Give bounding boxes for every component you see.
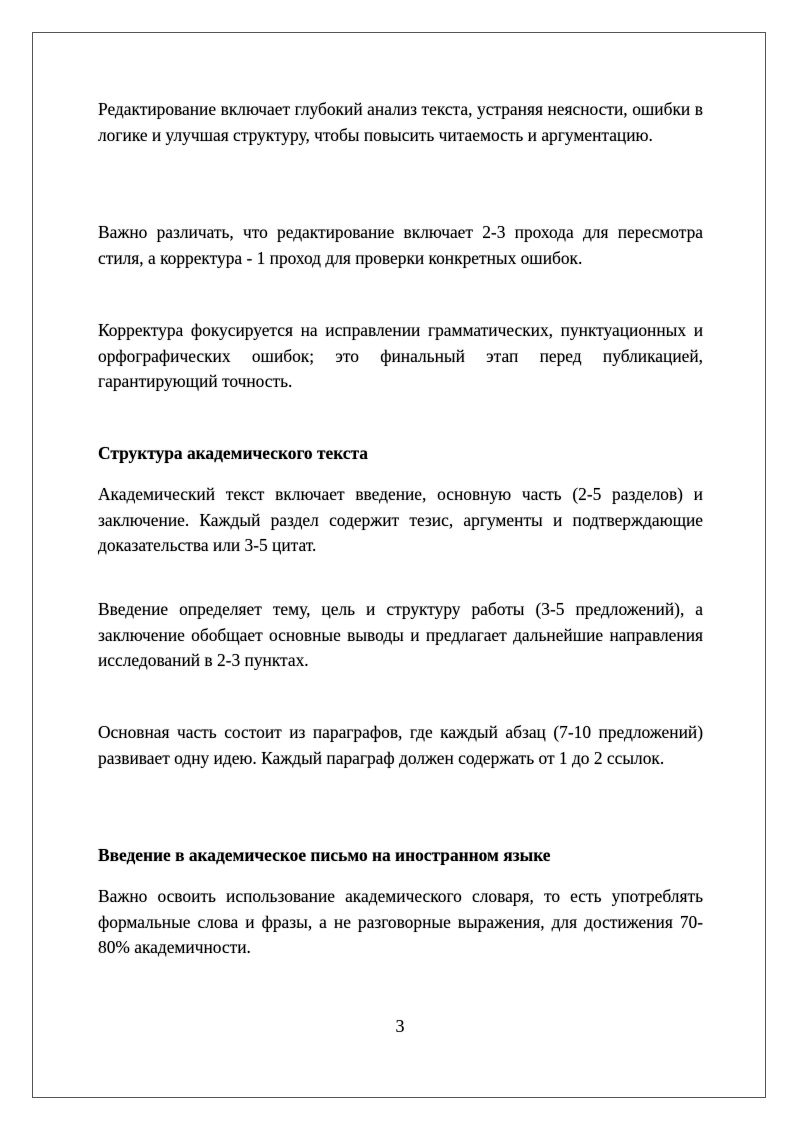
paragraph-editing-definition: Редактирование включает глубокий анализ текста, устраняя неясности, ошибки в логике и улучшая структуру, чтобы повысить читаемость и аргументацию. — [98, 99, 703, 145]
page-number: 3 — [395, 1016, 405, 1036]
paragraph-editing-vs-proofreading: Важно различать, что редактирование включает 2-3 прохода для пересмотра стиля, а корректура - 1 проход для проверки конкретных ошибок. — [98, 222, 703, 268]
heading-academic-text-structure: Структура академического текста — [98, 443, 368, 463]
paragraph-academic-text-parts: Академический текст включает введение, основную часть (2-5 разделов) и заключение. Каждый раздел содержит тезис, аргументы и подтверждающие доказательства или 3-5 цитат. — [98, 484, 703, 555]
document-page — [32, 32, 766, 1098]
paragraph-proofreading-definition: Корректура фокусируется на исправлении грамматических, пунктуационных и орфографических ошибок; это финальный этап перед публикацией, гарантирующий точность. — [98, 320, 703, 391]
paragraph-main-body: Основная часть состоит из параграфов, где каждый абзац (7-10 предложений) развивает одну идею. Каждый параграф должен содержать от 1 до 2 ссылок. — [98, 722, 703, 768]
paragraph-introduction-conclusion: Введение определяет тему, цель и структуру работы (3-5 предложений), а заключение обобщает основные выводы и предлагает дальнейшие направления исследований в 2-3 пунктах. — [98, 599, 703, 670]
paragraph-academic-vocabulary: Важно освоить использование академического словаря, то есть употреблять формальные слова и фразы, а не разговорные выражения, для достижения 70-80% академичности. — [98, 886, 703, 957]
heading-foreign-language-writing: Введение в академическое письмо на иностранном языке — [98, 845, 551, 865]
